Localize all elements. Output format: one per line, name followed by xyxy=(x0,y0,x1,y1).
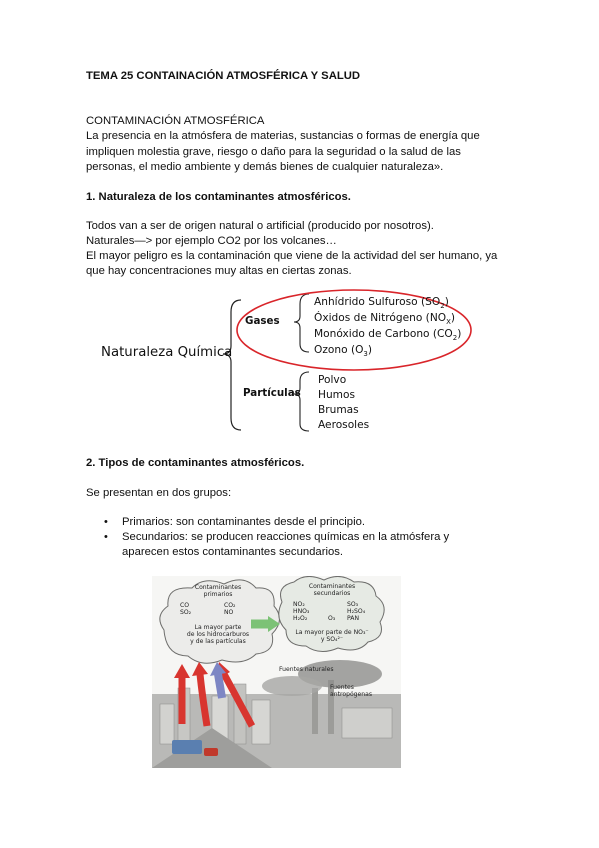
gas-item: Ozono $(O_3)$ xyxy=(314,344,373,359)
car xyxy=(204,748,218,756)
factory xyxy=(342,708,392,738)
particle-item: Brumas xyxy=(318,404,359,416)
section2-intro: Se presentan en dos grupos: xyxy=(86,487,232,499)
secondary-item: SO₃ xyxy=(347,601,359,608)
bullet-primarios: Primarios: son contaminantes desde el principio. xyxy=(122,516,366,528)
section1-line-4: que hay concentraciones muy altas en ciertas zonas. xyxy=(86,265,352,277)
definition-line-3: personas, el medio ambiente y demás bienes de cualquier naturaleza». xyxy=(86,161,444,173)
primary-item: NO xyxy=(224,609,234,616)
chimney xyxy=(312,688,318,734)
gases-brace xyxy=(294,294,309,352)
bullet-secundarios-line-1: Secundarios: se producen reacciones químicas en la atmósfera y xyxy=(122,531,450,543)
section1-line-1: Todos van a ser de origen natural o artificial (producido por nosotros). xyxy=(86,220,434,232)
particles-label: Partículas xyxy=(243,387,301,399)
particle-item: Humos xyxy=(318,389,356,401)
natural-sources-label: Fuentes naturales xyxy=(279,666,334,673)
primary-item: SO₂ xyxy=(180,609,192,616)
page-title: TEMA 25 CONTAINACIÓN ATMOSFÉRICA Y SALUD xyxy=(86,70,361,82)
gas-item: Óxidos de Nitrógeno $(NO_X)$ xyxy=(314,312,456,327)
bullet-dot: • xyxy=(104,531,108,543)
primary-item: CO₂ xyxy=(224,602,236,609)
secondary-item: H₂SO₄ xyxy=(347,608,366,615)
chemical-nature-diagram xyxy=(95,288,495,438)
gas-item: Anhídrido Sulfuroso $(SO_2)$ xyxy=(314,296,449,311)
section-heading: CONTAMINACIÓN ATMOSFÉRICA xyxy=(86,115,265,127)
primary-cloud-note: La mayor parte de los hidrocarburos y de las partículas xyxy=(186,624,250,646)
secondary-cloud-title: Contaminantes secundarios xyxy=(308,583,356,598)
illustration-graphic xyxy=(152,576,401,768)
particle-item: Aerosoles xyxy=(318,419,370,431)
primary-item: CO xyxy=(180,602,190,609)
section2-heading: 2. Tipos de contaminantes atmosféricos. xyxy=(86,457,305,469)
particle-item: Polvo xyxy=(318,374,347,386)
secondary-item: HNO₃ xyxy=(293,608,310,615)
anthropogenic-sources-label: Fuentes antropógenas xyxy=(330,684,373,699)
definition-line-2: impliquen molestia grave, riesgo o daño para la seguridad o la salud de las xyxy=(86,146,461,158)
secondary-item: NO₂ xyxy=(293,601,305,608)
secondary-item: H₂O₂ xyxy=(293,615,308,622)
definition-line-1: La presencia en la atmósfera de materias, sustancias o formas de energía que xyxy=(86,130,480,142)
secondary-item: PAN xyxy=(347,615,360,622)
gases-label: Gases xyxy=(245,315,280,327)
main-brace xyxy=(223,300,241,430)
pollutants-illustration xyxy=(152,576,401,768)
section1-heading: 1. Naturaleza de los contaminantes atmosféricos. xyxy=(86,191,351,203)
truck xyxy=(172,740,202,754)
secondary-cloud-note: La mayor parte de NO₃⁻ y SO₄²⁻ xyxy=(295,629,369,644)
bullet-dot: • xyxy=(104,516,108,528)
smoke-cloud xyxy=(262,676,322,696)
secondary-item: O₃ xyxy=(328,615,336,622)
particles-brace xyxy=(294,372,309,431)
bullet-secundarios-line-2: aparecen estos contaminantes secundarios. xyxy=(122,546,344,558)
blue-arrow xyxy=(218,674,222,698)
section1-line-3: El mayor peligro es la contaminación que viene de la actividad del ser humano, ya xyxy=(86,250,498,262)
primary-cloud-title: Contaminantes primarios xyxy=(194,584,242,599)
section1-line-2: Naturales—> por ejemplo CO2 por los volcanes… xyxy=(86,235,337,247)
gas-item: Monóxido de Carbono $(CO_2)$ xyxy=(314,328,462,343)
diagram-root-label: Naturaleza Química xyxy=(101,345,233,360)
